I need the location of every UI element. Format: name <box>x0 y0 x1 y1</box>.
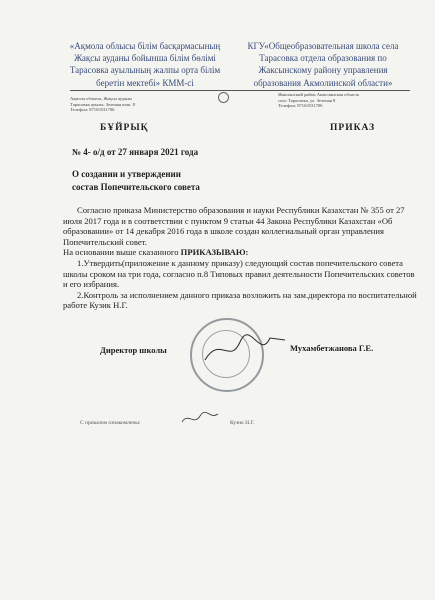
body-item-1: 1.Утвердить(приложение к данному приказу) следующий состав попечительского совета школы сроком на три года, согласно п.8 Типовых правил деятельности Попечительских советов и его избрания. <box>63 257 415 290</box>
body-order-line <box>63 247 418 258</box>
emblem-icon <box>218 92 229 103</box>
order-number-date: № 4- о/д от 27 января 2021 года <box>72 147 199 157</box>
subject-line: О создании и утверждении <box>72 169 181 179</box>
address-left-line: Тарасовка ауылы, Зеленая көш. 8 <box>70 101 135 107</box>
acknowledge-label: С приказом ознакомлены: <box>80 420 141 426</box>
acknowledge-name: Кузик Н.Г. <box>230 420 255 426</box>
subject-line: состав Попечительского совета <box>72 181 200 192</box>
signature-scribble <box>200 330 290 370</box>
title-kazakh: БҰЙРЫҚ <box>100 123 149 133</box>
acknowledge-signature <box>180 410 220 428</box>
header-divider <box>70 90 410 91</box>
address-left-line: Ақмола облысы, Жақсы ауданы <box>70 96 132 101</box>
signature-title: Директор школы <box>100 345 167 355</box>
title-russian: ПРИКАЗ <box>330 123 376 133</box>
order-body <box>63 205 418 311</box>
signature-name: Мухамбетжанова Г.Е. <box>290 343 374 353</box>
body-paragraph: Согласно приказа Министерство образования и науки Республики Казахстан № 355 от 27 июля 2017 года и в соответствии с пунктом 9 статьи 44 Закона Республики Казахстан «Об образовании» от 14 декабря 2016 года в школе создан коллегиальный орган управления Попечительский совет. <box>63 205 405 247</box>
header-org-russian: КГУ«Общеобразовательная школа села Тарасовка отдела образования по Жаксынскому району управления образования Акмолинской области» <box>247 41 399 88</box>
address-left-line: Телефон: 87163531706 <box>70 107 115 113</box>
header-org-kazakh: «Ақмола облысы білім басқармасының Жақсы ауданы бойынша білім бөлімі Тарасовка ауылының жалпы орта білім беретін мектебі» КММ-сі <box>69 41 221 88</box>
body-order-prefix: На основании выше сказанного <box>63 247 179 258</box>
address-right-line: Жаксынский район Акмолинская область <box>278 92 360 97</box>
body-order-keyword: ПРИКАЗЫВАЮ: <box>180 247 249 258</box>
address-right <box>278 92 359 109</box>
address-left <box>70 96 135 113</box>
address-right-line: Телефон: 87163531706 <box>278 103 323 109</box>
body-item-2: 2.Контроль за исполнением данного приказа возложить на зам.директора по воспитательной работе Кузик Н.Г. <box>63 289 417 311</box>
order-subject <box>72 168 200 193</box>
address-right-line: село Тарасовка, ул. Зеленая 8 <box>278 97 336 103</box>
